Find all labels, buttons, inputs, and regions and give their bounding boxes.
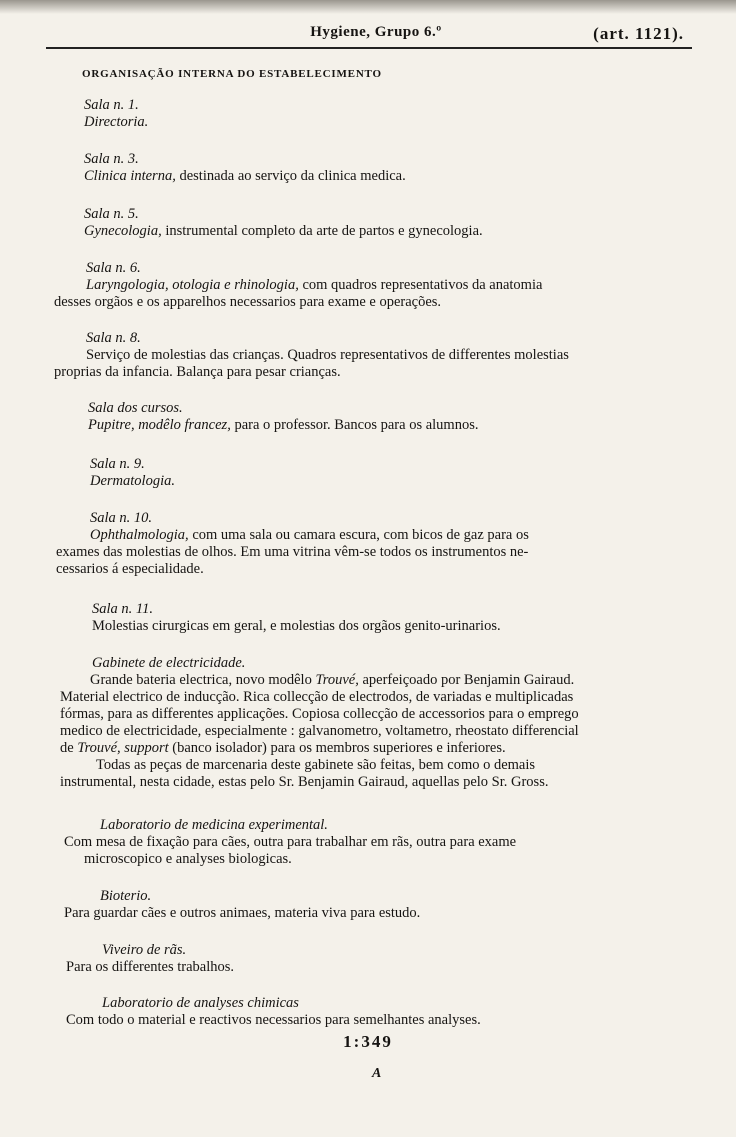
room-label: Sala n. 3. [84, 151, 139, 167]
room-text-line: Laryngologia, otologia e rhinologia, com quadros representativos da anatomia [86, 277, 543, 293]
viveiro-de-ras [66, 942, 666, 976]
room-label: Sala dos cursos. [88, 400, 183, 416]
gabinete-electricidade [60, 655, 702, 791]
text-line: Para guardar cães e outros animaes, materia viva para estudo. [64, 905, 421, 921]
header-rule [46, 47, 692, 49]
section-label: Laboratorio de medicina experimental. [100, 817, 328, 833]
laboratorio-chimicas [66, 995, 666, 1029]
room-text-line: Serviço de molestias das crianças. Quadros representativos de differentes molestias [86, 347, 569, 363]
room-label: Sala n. 8. [86, 330, 141, 346]
room-11 [92, 601, 692, 635]
room-text-line: proprias da infancia. Balança para pesar crianças. [54, 364, 341, 380]
header-article: (art. 1121). [593, 24, 684, 43]
room-3 [84, 151, 684, 185]
text-line: instrumental, nesta cidade, estas pelo Sr. Benjamin Gairaud, aquellas pelo Sr. Gross. [60, 774, 549, 790]
text-line: Grande bateria electrica, novo modêlo Trouvé, aperfeiçoado por Benjamin Gairaud. [90, 672, 575, 688]
text-line: Para os differentes trabalhos. [66, 959, 235, 975]
room-text-line: desses orgãos e os apparelhos necessarios para exame e operações. [54, 294, 442, 310]
room-label: Sala n. 1. [84, 97, 139, 113]
text-line: de Trouvé, support (banco isolador) para os membros superiores e inferiores. [60, 740, 506, 756]
room-text: Dermatologia. [90, 473, 175, 489]
room-text: Pupitre, modêlo francez, para o professor. Bancos para os alumnos. [88, 417, 479, 433]
room-5 [84, 206, 684, 240]
section-label: Bioterio. [100, 888, 152, 904]
room-label: Sala n. 5. [84, 206, 139, 222]
room-text: Molestias cirurgicas em geral, e molestias dos orgãos genito-urinarios. [92, 618, 501, 634]
room-1 [84, 97, 684, 131]
room-label: Sala n. 9. [90, 456, 145, 472]
text-line: microscopico e analyses biologicas. [84, 851, 292, 867]
room-text-line: cessarios á especialidade. [56, 561, 204, 577]
text-line: fórmas, para as differentes applicações. Copiosa collecção de accessorios para o emprego [60, 706, 579, 722]
printer-mark: A [372, 1066, 382, 1081]
room-label: Sala n. 11. [92, 601, 153, 617]
scan-edge-shadow [0, 0, 736, 14]
sala-dos-cursos [88, 400, 688, 434]
room-label: Sala n. 10. [90, 510, 153, 526]
room-8 [54, 330, 694, 381]
text-line: Com mesa de fixação para cães, outra para trabalhar em rãs, outra para exame [64, 834, 517, 850]
room-9 [90, 456, 690, 490]
room-label: Sala n. 6. [86, 260, 141, 276]
section-title: ORGANISAÇÃO INTERNA DO ESTABELECIMENTO [82, 68, 382, 80]
running-header [46, 20, 706, 50]
room-text: Clinica interna, destinada ao serviço da clinica medica. [84, 168, 406, 184]
text-line: medico de electricidade, especialmente : galvanometro, voltametro, rheostato differencial [60, 723, 579, 739]
section-label: Viveiro de rãs. [102, 942, 187, 958]
room-6 [54, 260, 694, 311]
text-line: Material electrico de inducção. Rica collecção de electrodos, de variadas e multiplicadas [60, 689, 574, 705]
room-text-line: Ophthalmologia, com uma sala ou camara escura, com bicos de gaz para os [90, 527, 529, 543]
text-line: Com todo o material e reactivos necessarios para semelhantes analyses. [66, 1012, 481, 1028]
section-label: Gabinete de electricidade. [92, 655, 246, 671]
header-title: Hygiene, Grupo 6.º [310, 24, 442, 40]
room-10 [56, 510, 696, 578]
room-text-line: exames das molestias de olhos. Em uma vitrina vêm-se todos os instrumentos ne- [56, 544, 529, 560]
room-text: Gynecologia, instrumental completo da arte de partos e gynecologia. [84, 223, 483, 239]
page-folio: 1:349 [343, 1032, 393, 1051]
laboratorio-medicina [64, 817, 704, 868]
text-line: Todas as peças de marcenaria deste gabinete são feitas, bem como o demais [96, 757, 536, 773]
section-label: Laboratorio de analyses chimicas [102, 995, 299, 1011]
room-text: Directoria. [84, 114, 149, 130]
bioterio [64, 888, 664, 922]
